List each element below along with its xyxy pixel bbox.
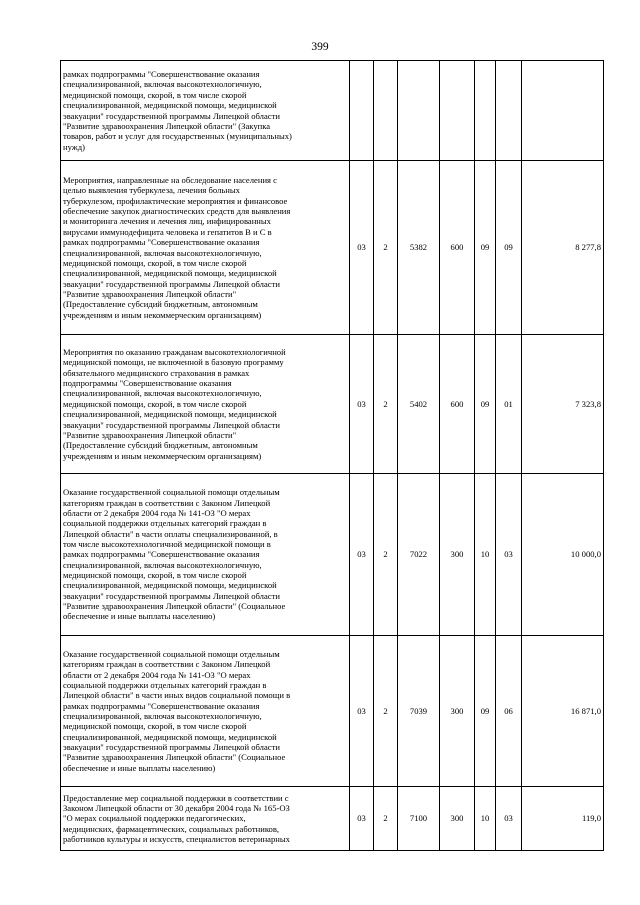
section-cell: 09 — [475, 636, 496, 787]
subsection-cell: 09 — [496, 161, 522, 335]
budget-table — [60, 60, 604, 851]
program-code-cell — [350, 61, 374, 161]
expense-type-cell: 300 — [440, 636, 475, 787]
program-code-cell: 03 — [350, 161, 374, 335]
direction-code-cell: 5402 — [398, 335, 440, 474]
subsection-cell — [496, 61, 522, 161]
program-code-cell: 03 — [350, 474, 374, 636]
amount-cell: 119,0 — [522, 787, 604, 851]
section-cell — [475, 61, 496, 161]
row-description: Мероприятия по оказанию гражданам высокотехнологичной медицинской помощи, не включенной в базовую программу обязательного медицинского страхования в рамках подпрограммы "Совершенствование оказания специализированной, включая высокотехнологичную, медицинской помощи, скорой, в том числе скорой специализированной, медицинской помощи, медицинской эвакуации" государственной программы Липецкой области "Развитие здравоохранения Липецкой области" (Предоставление субсидий бюджетным, автономным учреждениям и иным некоммерческим организациям) — [61, 335, 350, 474]
section-cell: 09 — [475, 161, 496, 335]
program-code-cell: 03 — [350, 335, 374, 474]
page-number: 399 — [311, 41, 329, 53]
section-cell: 10 — [475, 787, 496, 851]
subprogram-code-cell — [374, 61, 398, 161]
row-description: Оказание государственной социальной помощи отдельным категориям граждан в соответствии с Законом Липецкой области от 2 декабря 2004 года № 141-ОЗ "О мерах социальной поддержки отдельных категорий граждан в Липецкой области" в части иных видов социальной помощи в рамках подпрограммы "Совершенствование оказания специализированной, включая высокотехнологичную, медицинской помощи, скорой, в том числе скорой специализированной, медицинской помощи, медицинской эвакуации" государственной программы Липецкой области "Развитие здравоохранения Липецкой области" (Социальное обеспечение и иные выплаты населению) — [61, 636, 350, 787]
subprogram-code-cell: 2 — [374, 161, 398, 335]
expense-type-cell: 300 — [440, 787, 475, 851]
subsection-cell: 03 — [496, 787, 522, 851]
expense-type-cell: 300 — [440, 474, 475, 636]
program-code-cell: 03 — [350, 787, 374, 851]
direction-code-cell: 7022 — [398, 474, 440, 636]
section-cell: 09 — [475, 335, 496, 474]
table-row — [61, 787, 604, 851]
subprogram-code-cell: 2 — [374, 474, 398, 636]
subprogram-code-cell: 2 — [374, 787, 398, 851]
row-description: Предоставление мер социальной поддержки в соответствии с Законом Липецкой области от 30 декабря 2004 года № 165-ОЗ "О мерах социальной поддержки педагогических, медицинских, фармацевтических, социальных работников, работников культуры и искусств, специалистов ветеринарных — [61, 787, 350, 851]
direction-code-cell: 7100 — [398, 787, 440, 851]
row-description: рамках подпрограммы "Совершенствование оказания специализированной, включая высокотехнологичную, медицинской помощи, скорой, в том числе скорой специализированной, медицинской помощи, медицинской эвакуации" государственной программы Липецкой области "Развитие здравоохранения Липецкой области" (Закупка товаров, работ и услуг для государственных (муниципальных) нужд) — [61, 61, 350, 161]
direction-code-cell: 5382 — [398, 161, 440, 335]
program-code-cell: 03 — [350, 636, 374, 787]
expense-type-cell: 600 — [440, 335, 475, 474]
amount-cell: 16 871,0 — [522, 636, 604, 787]
subprogram-code-cell: 2 — [374, 335, 398, 474]
row-description: Оказание государственной социальной помощи отдельным категориям граждан в соответствии с Законом Липецкой области от 2 декабря 2004 года № 141-ОЗ "О мерах социальной поддержки отдельных категорий граждан в Липецкой области" в части оплаты специализированной, в том числе высокотехнологичной медицинской помощи в рамках подпрограммы "Совершенствование оказания специализированной, включая высокотехнологичную, медицинской помощи, скорой, в том числе скорой специализированной, медицинской помощи, медицинской эвакуации" государственной программы Липецкой области "Развитие здравоохранения Липецкой области" (Социальное обеспечение и иные выплаты населению) — [61, 474, 350, 636]
section-cell: 10 — [475, 474, 496, 636]
table-row — [61, 161, 604, 335]
direction-code-cell — [398, 61, 440, 161]
subsection-cell: 03 — [496, 474, 522, 636]
table-row — [61, 474, 604, 636]
table-row — [61, 61, 604, 161]
subsection-cell: 06 — [496, 636, 522, 787]
amount-cell: 10 000,0 — [522, 474, 604, 636]
amount-cell: 8 277,8 — [522, 161, 604, 335]
direction-code-cell: 7039 — [398, 636, 440, 787]
expense-type-cell: 600 — [440, 161, 475, 335]
table-row — [61, 636, 604, 787]
amount-cell — [522, 61, 604, 161]
row-description: Мероприятия, направленные на обследование населения с целью выявления туберкулеза, лечения больных туберкулезом, профилактические мероприятия и финансовое обеспечение закупок диагностических средств для выявления и мониторинга лечения и лечения лиц, инфицированных вирусами иммунодефицита человека и гепатитов В и С в рамках подпрограммы "Совершенствование оказания специализированной, включая высокотехнологичную, медицинской помощи, скорой, в том числе скорой специализированной, медицинской помощи, медицинской эвакуации" государственной программы Липецкой области "Развитие здравоохранения Липецкой области" (Предоставление субсидий бюджетным, автономным учреждениям и иным некоммерческим организациям) — [61, 161, 350, 335]
table-row — [61, 335, 604, 474]
expense-type-cell — [440, 61, 475, 161]
subprogram-code-cell: 2 — [374, 636, 398, 787]
subsection-cell: 01 — [496, 335, 522, 474]
amount-cell: 7 323,8 — [522, 335, 604, 474]
